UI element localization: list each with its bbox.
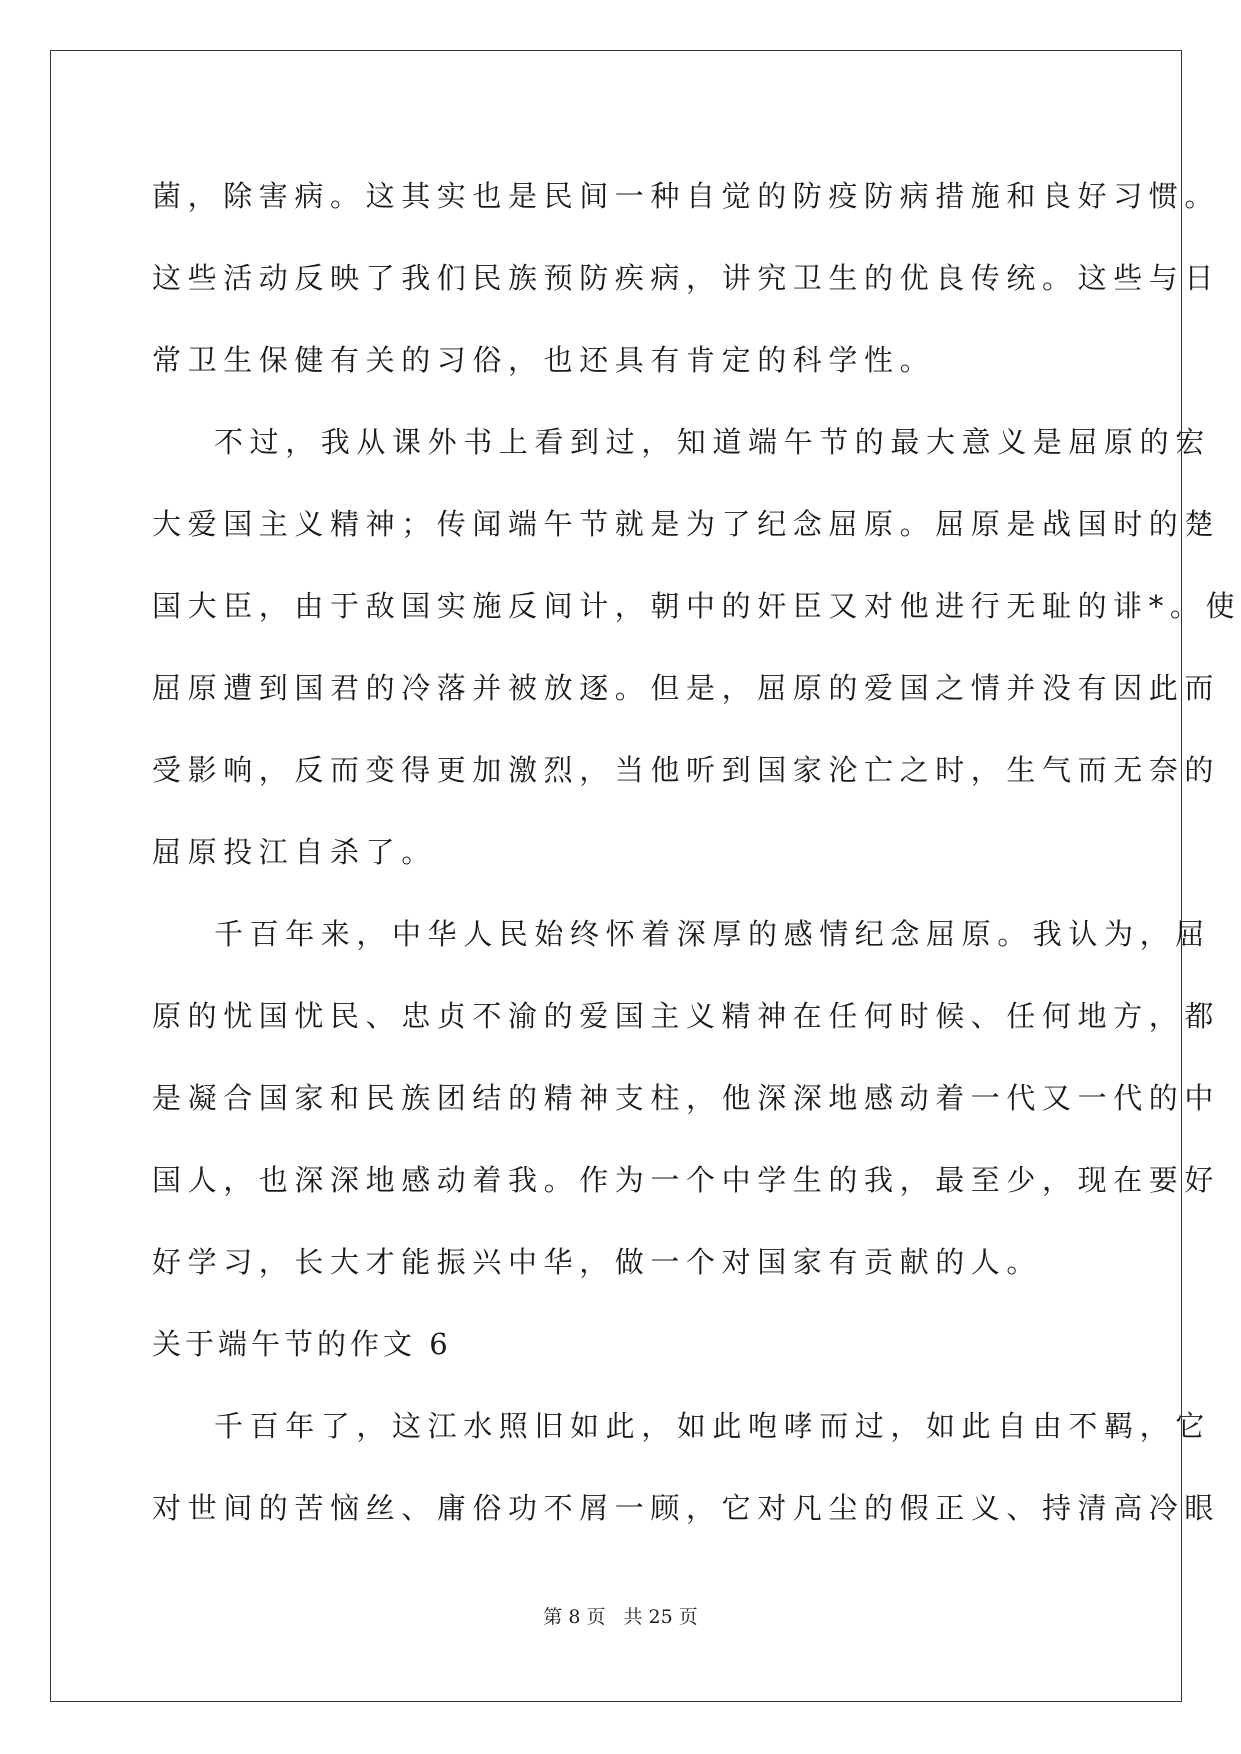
text-line: 菌，除害病。这其实也是民间一种自觉的防疫防病措施和良好习惯。 bbox=[152, 179, 1221, 213]
text-line: 国人，也深深地感动着我。作为一个中学生的我，最至少，现在要好 bbox=[152, 1163, 1221, 1197]
text-line: 屈原遭到国君的冷落并被放逐。但是，屈原的爱国之情并没有因此而 bbox=[152, 671, 1221, 705]
text-line: 受影响，反而变得更加激烈，当他听到国家沦亡之时，生气而无奈的 bbox=[152, 753, 1221, 787]
document-body bbox=[152, 155, 1241, 1549]
page-total: 共 25 页 bbox=[623, 1606, 698, 1628]
text-line: 千百年来，中华人民始终怀着深厚的感情纪念屈原。我认为，屈 bbox=[214, 917, 1211, 951]
text-line: 常卫生保健有关的习俗，也还具有肯定的科学性。 bbox=[152, 343, 936, 377]
page-footer bbox=[0, 1602, 1241, 1629]
text-line: 大爱国主义精神；传闻端午节就是为了纪念屈原。屈原是战国时的楚 bbox=[152, 507, 1221, 541]
text-line: 好学习，长大才能振兴中华，做一个对国家有贡献的人。 bbox=[152, 1245, 1043, 1279]
text-line: 这些活动反映了我们民族预防疾病，讲究卫生的优良传统。这些与日 bbox=[152, 261, 1221, 295]
text-line: 原的忧国忧民、忠贞不渝的爱国主义精神在任何时候、任何地方，都 bbox=[152, 999, 1221, 1033]
text-line: 千百年了，这江水照旧如此，如此咆哮而过，如此自由不羁，它 bbox=[214, 1409, 1211, 1443]
section-heading: 关于端午节的作文 6 bbox=[152, 1327, 452, 1361]
text-line: 不过，我从课外书上看到过，知道端午节的最大意义是屈原的宏 bbox=[214, 425, 1211, 459]
text-line: 对世间的苦恼丝、庸俗功不屑一顾，它对凡尘的假正义、持清高冷眼 bbox=[152, 1491, 1221, 1525]
text-line: 屈原投江自杀了。 bbox=[152, 835, 437, 869]
text-line: 是凝合国家和民族团结的精神支柱，他深深地感动着一代又一代的中 bbox=[152, 1081, 1221, 1115]
text-line: 国大臣，由于敌国实施反间计，朝中的奸臣又对他进行无耻的诽*。使 bbox=[152, 589, 1241, 623]
page-number: 第 8 页 bbox=[543, 1606, 606, 1628]
